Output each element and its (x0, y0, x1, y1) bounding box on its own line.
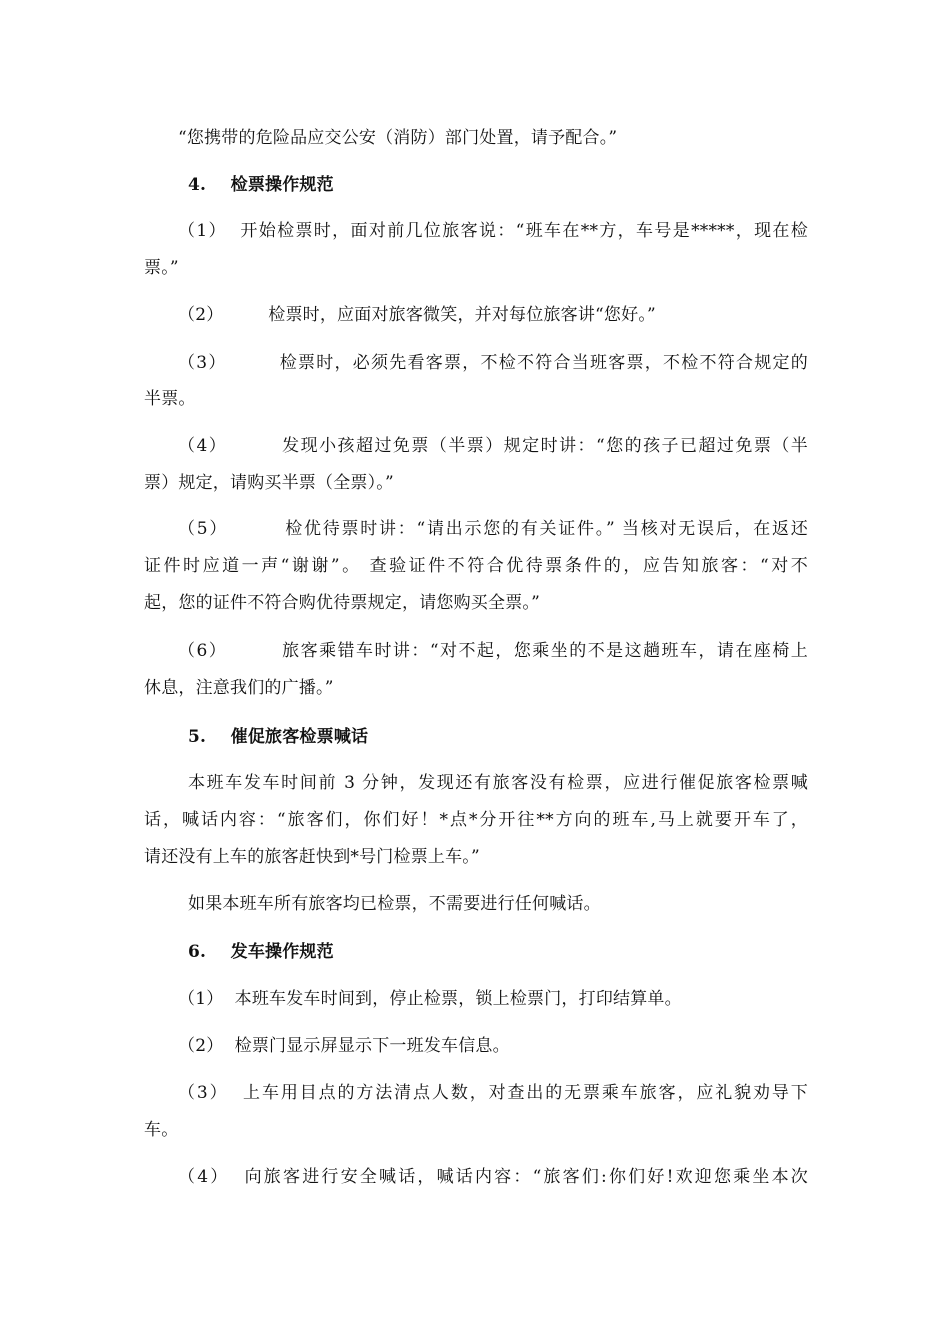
list-item-3-line-2: 半票。 (144, 389, 196, 409)
departure-item-3-line-2: 车。 (144, 1120, 179, 1140)
list-item-1-line-1: （1） 开始检票时，面对前几位旅客说：“班车在**方，车号是*****，现在检 (178, 221, 808, 241)
list-item-6-line-1: （6） 旅客乘错车时讲：“对不起，您乘坐的不是这趟班车，请在座椅上 (178, 641, 808, 661)
departure-item-2: （2） 检票门显示屏显示下一班发车信息。 (178, 1036, 510, 1056)
section-heading-ticket-check: 4. 检票操作规范 (188, 175, 334, 195)
list-item-5-line-2: 证件时应道一声“谢谢”。 查验证件不符合优待票条件的，应告知旅客：“对不 (144, 556, 808, 576)
paragraph-urge-line-2: 话，喊话内容：“旅客们，你们好！*点*分开往**方向的班车,马上就要开车了， (144, 810, 808, 830)
list-item-5-line-1: （5） 检优待票时讲：“请出示您的有关证件。” 当核对无误后，在返还 (178, 519, 808, 539)
list-item-5-line-3: 起，您的证件不符合购优待票规定，请您购买全票。” (144, 593, 540, 613)
list-item-1-line-2: 票。” (144, 258, 179, 278)
list-item-4-line-2: 票）规定，请购买半票（全票）。” (144, 473, 394, 493)
list-item-4-line-1: （4） 发现小孩超过免票（半票）规定时讲：“您的孩子已超过免票（半 (178, 436, 808, 456)
paragraph-urge-line-3: 请还没有上车的旅客赶快到*号门检票上车。” (144, 847, 480, 867)
departure-item-4-line-1: （4） 向旅客进行安全喊话，喊话内容：“旅客们:你们好!欢迎您乘坐本次 (178, 1167, 808, 1187)
section-heading-urge-boarding: 5. 催促旅客检票喊话 (188, 727, 369, 747)
list-item-6-line-2: 休息，注意我们的广播。” (144, 678, 334, 698)
departure-item-1: （1） 本班车发车时间到，停止检票，锁上检票门，打印结算单。 (178, 989, 682, 1009)
departure-item-3-line-1: （3） 上车用目点的方法清点人数，对查出的无票乘车旅客，应礼貌劝导下 (178, 1083, 808, 1103)
paragraph-all-checked: 如果本班车所有旅客均已检票，不需要进行任何喊话。 (188, 894, 601, 914)
paragraph-line-dangerous-goods: “您携带的危险品应交公安（消防）部门处置，请予配合。” (178, 128, 618, 148)
section-heading-departure: 6. 发车操作规范 (188, 942, 334, 962)
paragraph-urge-line-1: 本班车发车时间前 3 分钟，发现还有旅客没有检票，应进行催促旅客检票喊 (188, 773, 808, 793)
list-item-2: （2） 检票时，应面对旅客微笑，并对每位旅客讲“您好。” (178, 305, 656, 325)
list-item-3-line-1: （3） 检票时，必须先看客票，不检不符合当班客票，不检不符合规定的 (178, 353, 808, 373)
